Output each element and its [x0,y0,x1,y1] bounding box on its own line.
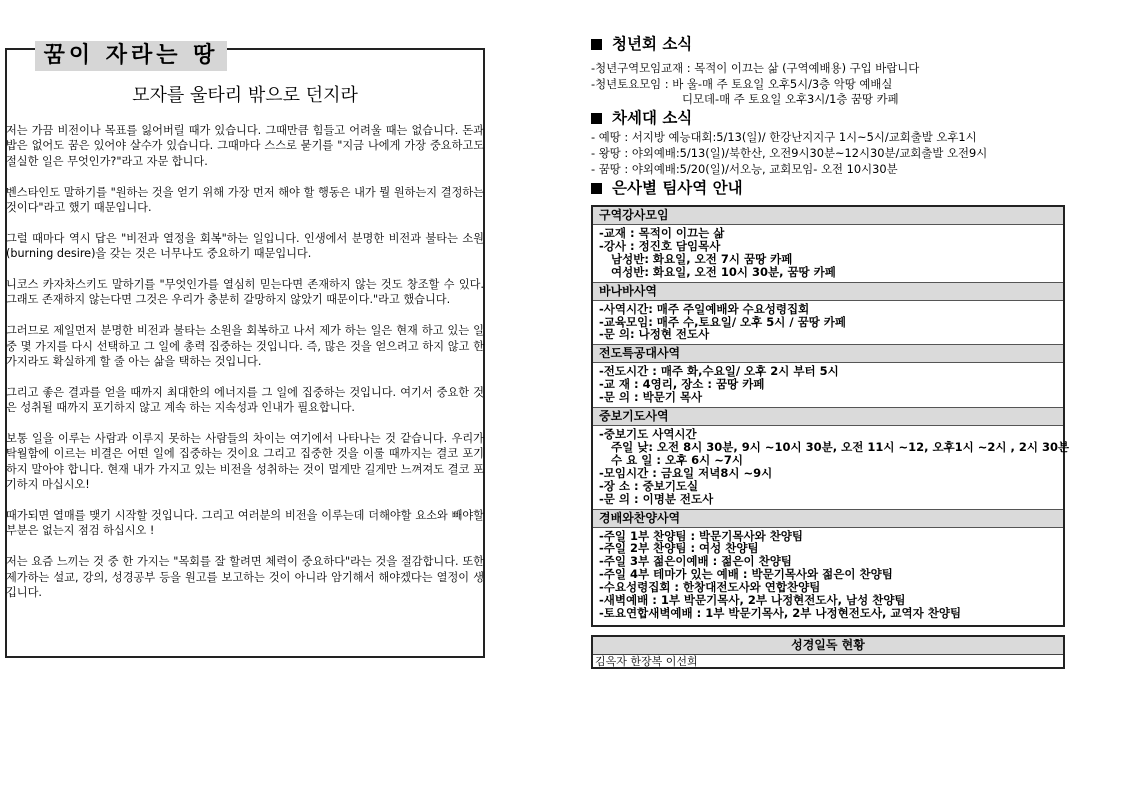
article-body [6,123,484,616]
ministry-title: 중보기도사역 [593,407,1063,426]
square-bullet-icon [591,113,602,124]
ministry-line: 수 요 일 : 오후 6시 ~7시 [611,452,744,467]
ministry-section [593,344,1063,407]
youth-news-heading: 청년회 소식 [591,32,692,54]
ministry-line: -문 의 : 박문기 목사 [599,390,703,405]
bible-reading-names: 김옥자 한장복 이선희 [595,655,698,668]
article-paragraph: 저는 요즘 느끼는 것 중 한 가지는 "목회를 잘 할려면 체력이 중요하다"라는 것을 절감합니다. 또한 제가하는 설교, 강의, 성경공부 등을 원고를 보고하는 것이 아니라 암기해서 해야겠다는 열정이 생깁니다. [6,555,484,600]
ministry-line: -문 의: 나정현 전도사 [599,327,710,342]
section-label: 꿈이 자라는 땅 [35,41,227,71]
next-gen-heading: 차세대 소식 [591,106,692,128]
next-gen-line: - 왕땅 : 야외예배:5/13(일)/북한산, 오전9시30분~12시30분/교회출발 오전9시 [591,146,988,160]
ministry-line: -중보기도 사역시간 [599,427,697,442]
ministries-table [591,205,1070,627]
next-gen-line: - 예땅 : 서지방 예능대회:5/13(일)/ 한강난지지구 1시~5시/교회출발 오후1시 [591,130,977,144]
ministry-line: -주일 1부 찬양팀 : 박문기목사와 찬양팀 [599,528,804,543]
ministry-line: -주일 2부 찬양팀 : 여성 찬양팀 [599,541,759,556]
next-gen-line: - 꿈땅 : 야외예배:5/20(일)/서오능, 교회모임- 오전 10시30분 [591,162,898,176]
ministry-title: 구역강사모임 [593,207,1063,225]
ministry-line: 여성반: 화요일, 오전 10시 30분, 꿈땅 카페 [611,264,836,279]
ministry-line: -수요성령집회 : 한창대전도사와 연합찬양팀 [599,580,821,595]
article-title: 모자를 울타리 밖으로 던지라 [132,85,358,106]
article-paragraph: 보통 일을 이루는 사람과 이루지 못하는 사람들의 차이는 여기에서 나타나는 것 같습니다. 우리가 탁월함에 이르는 비결은 어떤 일에 집중하는 것이요 그리고 집중한 것을 이룰 때까지는 결코 포기하지 말아야 합니다. 현재 내가 가지고 있는 비전을 성취하는 것이 멀게만 길게만 느껴져도 결코 포기하지 마십시오! [6,432,484,492]
youth-line: -청년구역모임교재 : 목적이 이끄는 삶 (구역예배용) 구입 바랍니다 [591,61,920,75]
bible-reading-box [591,635,1065,669]
article-paragraph: 저는 가끔 비전이나 목표를 잃어버릴 때가 있습니다. 그때만큼 힘들고 어려울 때는 없습니다. 돈과 밥은 없어도 꿈은 있어야 살수가 있습니다. 그때마다 스스로 묻기를 "지금 나에게 가장 중요하고도 절실한 일은 무엇인가?"라고 자문 합니다. [6,124,484,168]
article-paragraph: 때가되면 열매를 맺기 시작할 것입니다. 그리고 여러분의 비전을 이루는데 더해야할 요소와 빼야할 부분은 없는지 점검 하십시오 ! [6,509,484,538]
article-paragraph: 그리고 좋은 결과를 얻을 때까지 최대한의 에너지를 그 일에 집중하는 것입니다. 여기서 중요한 것은 성취될 때까지 포기하지 않고 계속 하는 지속성과 인내가 필요합니다. [6,385,484,415]
ministry-section [593,282,1063,345]
ministry-line: -교재 : 목적이 이끄는 삶 [599,226,725,240]
article-paragraph: 니코스 카자차스키도 말하기를 "무엇인가를 열심히 믿는다면 존재하지 않는 것도 창조할 수 있다. 그래도 존재하지 않는다면 그것은 우리가 충분히 갈망하지 않았기 때문이다."라고 했습니다. [6,278,484,307]
article-paragraph: 그러므로 제일먼저 분명한 비전과 불타는 소원을 회복하고 나서 제가 하는 일은 현재 하고 있는 일중 몇 가지를 다시 선택하고 그 일에 총력 집중하는 것입니다. 즉, 많은 것을 얻으려고 하지 않고 한 가지라도 확실하게 할 줄 아는 삶을 택하는 것입니다. [6,324,484,369]
ministry-line: -주일 4부 테마가 있는 예배 : 박문기목사와 젊은이 찬양팀 [599,567,893,582]
youth-line: 디모데-매 주 토요일 오후3시/1층 꿈땅 카페 [682,92,899,106]
ministry-section [593,509,1063,623]
ministry-line: -사역시간: 매주 주일예배와 수요성령집회 [599,301,810,316]
square-bullet-icon [591,39,602,50]
article-paragraph: 벤스타인도 말하기를 "원하는 것을 얻기 위해 가장 먼저 해야 할 행동은 내가 뭘 원하는지 결정하는 것이다"라고 했기 때문입니다. [6,185,484,215]
ministry-line: -교 재 : 4영리, 장소 : 꿈땅 카페 [599,377,765,392]
ministry-line: 주일 낮: 오전 8시 30분, 9시 ~10시 30분, 오전 11시 ~12, 오후1시 ~2시 , 2시 30분 [611,439,1070,454]
ministry-line: -문 의 : 이명분 전도사 [599,491,714,506]
ministry-line: -교육모임: 매주 수,토요일/ 오후 5시 / 꿈땅 카페 [599,314,847,329]
article-paragraph: 그럴 때마다 역시 답은 "비전과 열정을 회복"하는 일입니다. 인생에서 분명한 비전과 불타는 소원(burning desire)을 갖는 것은 너무나도 중요하기 때문입니다. [6,231,484,261]
ministry-title: 전도특공대사역 [593,344,1063,363]
ministry-line: -전도시간 : 매주 화,수요일/ 오후 2시 부터 5시 [599,364,839,379]
ministry-line: -새벽예배 : 1부 박문기목사, 2부 나정현전도사, 남성 찬양팀 [599,593,906,608]
ministry-title: 바나바사역 [593,282,1063,301]
ministry-line: -강사 : 정진호 담임목사 [599,238,721,253]
ministry-line: -주일 3부 젊은이예배 : 젊은이 찬양팀 [599,554,792,569]
ministry-section [593,407,1070,508]
ministry-line: -토요연합새벽예배 : 1부 박문기목사, 2부 나정현전도사, 교역자 찬양팀 [599,605,962,620]
ministry-title: 경배와찬양사역 [593,509,1063,528]
square-bullet-icon [591,183,602,194]
youth-line: -청년토요모임 : 바 울-매 주 토요일 오후5시/3층 악땅 예배실 [591,77,893,91]
bible-reading-title: 성경일독 현황 [593,637,1063,655]
ministry-line: 남성반: 화요일, 오전 7시 꿈땅 카페 [611,251,793,266]
ministry-line: -장 소 : 중보기도실 [599,478,699,493]
ministry-section [593,207,1063,282]
ministry-line: -모임시간 : 금요일 저녁8시 ~9시 [599,465,773,480]
ministries-heading: 은사별 팀사역 안내 [591,176,743,198]
